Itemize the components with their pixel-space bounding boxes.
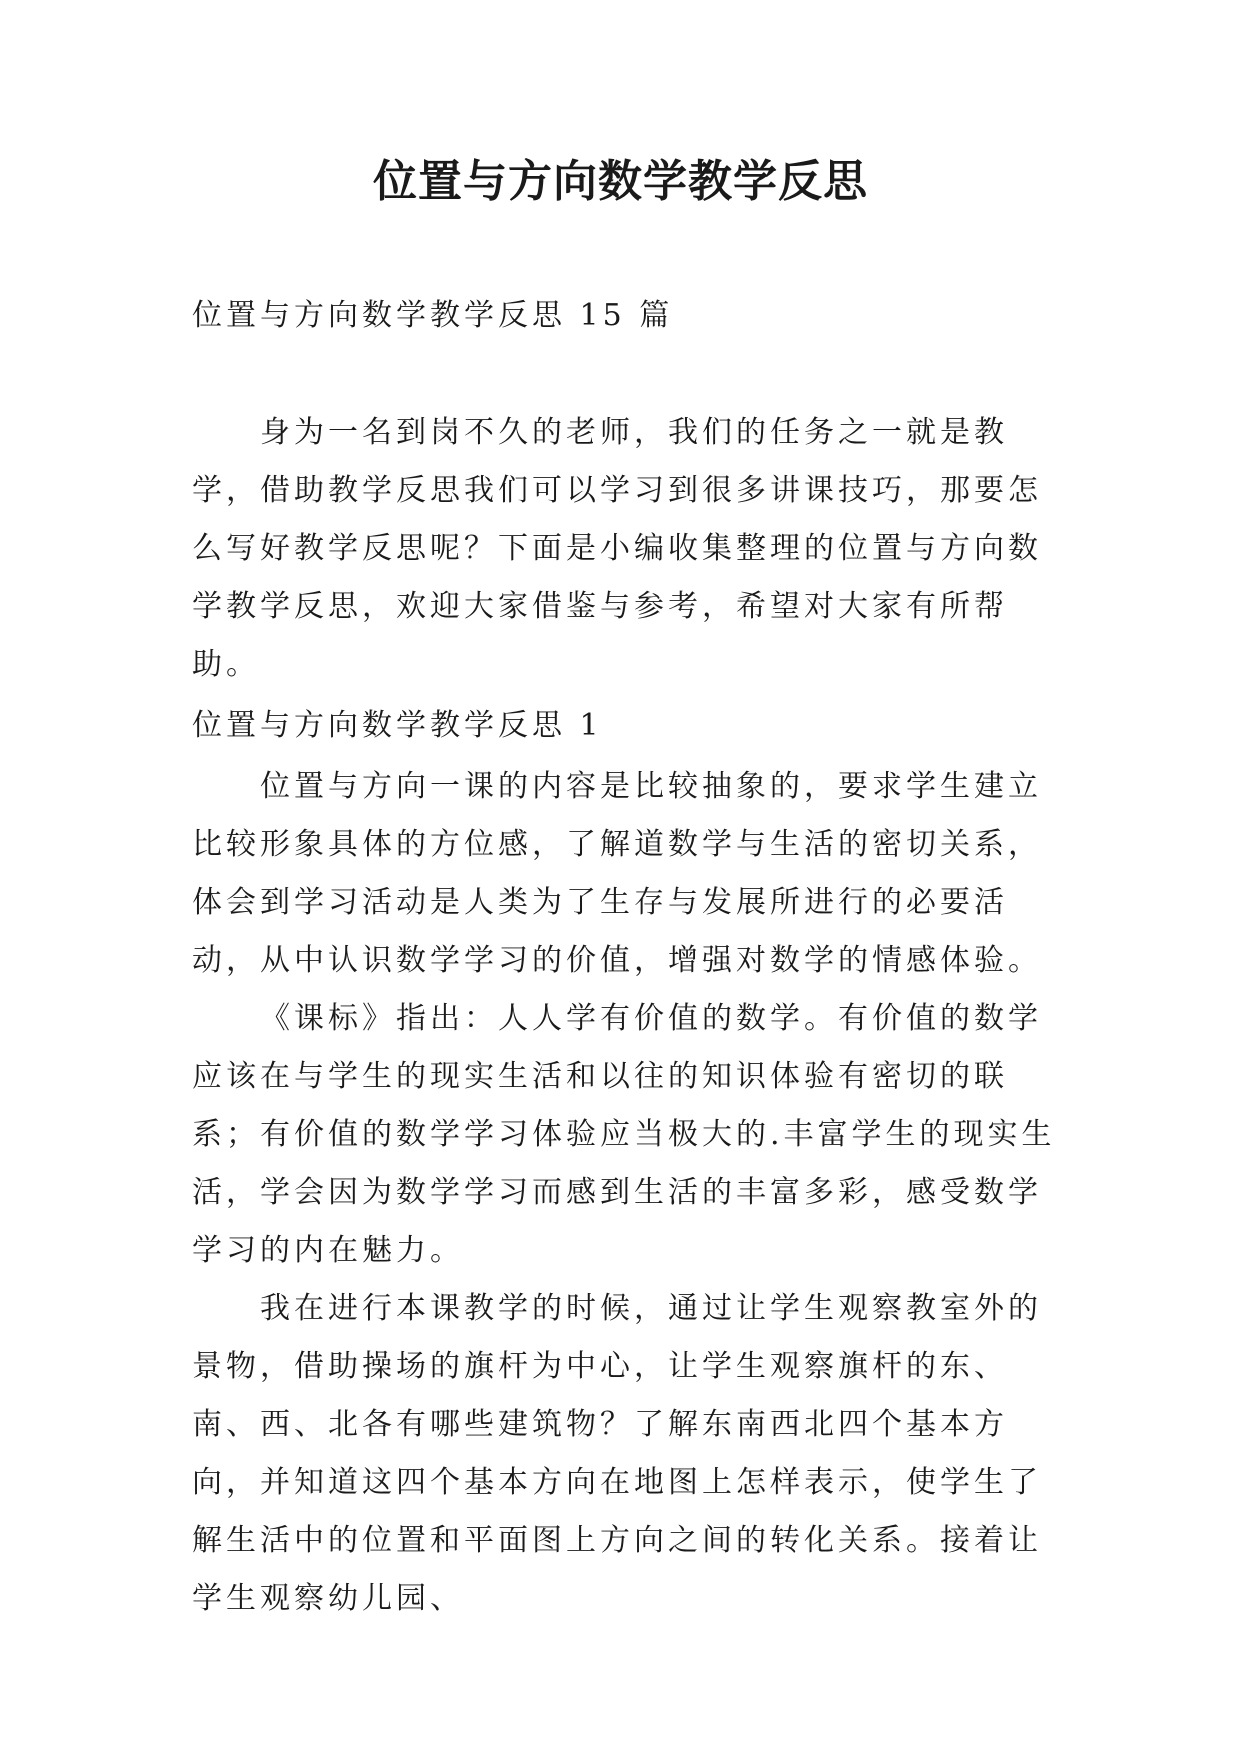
body-paragraph: 位置与方向一课的内容是比较抽象的，要求学生建立比较形象具体的方位感，了解道数学与生活的密切关系，体会到学习活动是人类为了生存与发展所进行的必要活动，从中认识数学学习的价值，增强对数学的情感体验。 bbox=[192, 769, 1042, 978]
document-title: 位置与方向数学教学反思 bbox=[373, 156, 868, 207]
intro-paragraph: 身为一名到岗不久的老师，我们的任务之一就是教学，借助教学反思我们可以学习到很多讲课技巧，那要怎么写好教学反思呢？下面是小编收集整理的位置与方向数学教学反思，欢迎大家借鉴与参考，希望对大家有所帮助。 bbox=[192, 415, 1042, 682]
body-paragraph: 我在进行本课教学的时候，通过让学生观察教室外的景物，借助操场的旗杆为中心，让学生观察旗杆的东、南、西、北各有哪些建筑物？了解东南西北四个基本方向，并知道这四个基本方向在地图上怎样表示，使学生了解生活中的位置和平面图上方向之间的转化关系。接着让学生观察幼儿园、 bbox=[192, 1291, 1042, 1616]
section-body bbox=[192, 758, 1072, 1628]
section-heading: 位置与方向数学教学反思 1 bbox=[192, 708, 603, 743]
document-subtitle: 位置与方向数学教学反思 15 篇 bbox=[192, 298, 674, 333]
body-paragraph: 《课标》指出：人人学有价值的数学。有价值的数学应该在与学生的现实生活和以往的知识体验有密切的联系；有价值的数学学习体验应当极大的.丰富学生的现实生活，学会因为数学学习而感到生活的丰富多彩，感受数学学习的内在魅力。 bbox=[192, 1001, 1056, 1268]
